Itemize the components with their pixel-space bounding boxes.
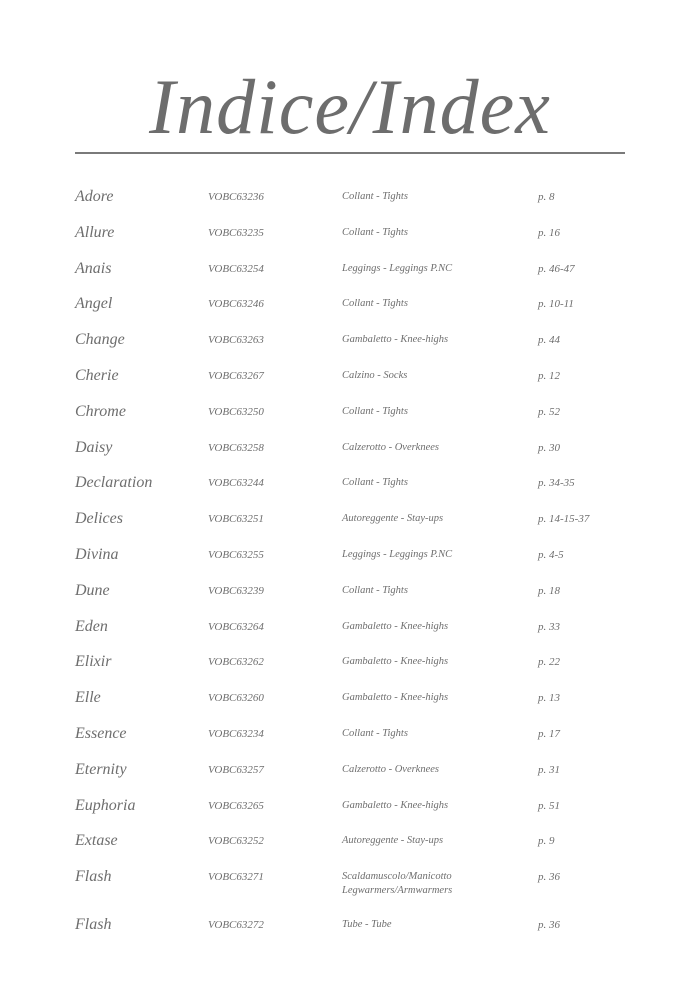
page-reference: p. 30 xyxy=(538,441,560,454)
product-name: Euphoria xyxy=(75,796,136,814)
page-reference: p. 17 xyxy=(538,727,560,740)
product-code: VOBC63250 xyxy=(208,405,264,418)
product-code: VOBC63272 xyxy=(208,919,264,932)
index-row xyxy=(0,256,700,292)
page-reference: p. 16 xyxy=(538,226,560,239)
index-row xyxy=(0,614,700,650)
page-reference: p. 36 xyxy=(538,871,560,884)
product-name: Delices xyxy=(75,510,123,528)
product-type: Autoreggente - Stay-ups xyxy=(342,835,444,847)
product-code: VOBC63251 xyxy=(208,513,264,526)
product-code: VOBC63244 xyxy=(208,477,264,490)
index-row xyxy=(0,912,700,948)
page-reference: p. 22 xyxy=(538,656,560,669)
index-row xyxy=(0,685,700,721)
product-type: Collant - Tights xyxy=(342,405,408,417)
page-title: Indice/Index xyxy=(149,63,551,150)
index-row xyxy=(0,399,700,435)
product-name: Change xyxy=(75,331,125,349)
product-type: Calzerotto - Overknees xyxy=(342,441,440,453)
product-type: Gambaletto - Knee-highs xyxy=(342,799,449,811)
product-name: Allure xyxy=(75,223,115,241)
product-code: VOBC63267 xyxy=(208,369,264,382)
product-type: Calzerotto - Overknees xyxy=(342,763,440,775)
index-row xyxy=(0,435,700,471)
product-type: Collant - Tights xyxy=(342,191,408,202)
index-row xyxy=(0,470,700,506)
product-code: VOBC63260 xyxy=(208,692,264,705)
page-reference: p. 10-11 xyxy=(538,298,574,311)
product-code: VOBC63239 xyxy=(208,584,264,597)
page-reference: p. 36 xyxy=(538,919,560,932)
product-type: Gambaletto - Knee-highs xyxy=(342,656,449,668)
page-reference: p. 52 xyxy=(538,405,560,418)
product-name: Chrome xyxy=(75,402,126,420)
product-type: Calzino - Socks xyxy=(342,369,408,381)
index-row xyxy=(0,327,700,363)
page-reference: p. 44 xyxy=(538,334,560,347)
product-type: Collant - Tights xyxy=(342,477,408,489)
product-type: Collant - Tights xyxy=(342,727,408,739)
page-reference: p. 14-15-37 xyxy=(538,513,590,526)
product-code: VOBC63258 xyxy=(208,441,264,454)
product-name: Divina xyxy=(75,545,119,563)
product-name: Elle xyxy=(75,689,101,707)
product-name: Essence xyxy=(75,724,127,742)
product-code: VOBC63236 xyxy=(208,191,264,203)
product-name: Eden xyxy=(75,617,108,635)
product-name: Dune xyxy=(75,581,110,599)
index-row xyxy=(0,864,700,912)
page-reference: p. 9 xyxy=(538,835,555,848)
index-row xyxy=(0,184,700,220)
page-reference: p. 46-47 xyxy=(538,262,575,275)
index-row xyxy=(0,578,700,614)
index-list xyxy=(0,184,700,948)
product-code: VOBC63262 xyxy=(208,656,264,669)
page-reference: p. 51 xyxy=(538,799,560,812)
product-name: Cherie xyxy=(75,366,119,384)
product-type: Scaldamuscolo/Manicotto Legwarmers/Armwarmers xyxy=(342,871,453,897)
product-name: Eternity xyxy=(75,760,127,778)
product-code: VOBC63254 xyxy=(208,262,264,275)
index-row xyxy=(0,793,700,829)
page-reference: p. 34-35 xyxy=(538,477,575,490)
product-name: Declaration xyxy=(75,474,153,492)
product-name: Adore xyxy=(75,188,114,205)
index-row xyxy=(0,757,700,793)
page-reference: p. 33 xyxy=(538,620,560,633)
index-row xyxy=(0,649,700,685)
product-code: VOBC63234 xyxy=(208,727,264,740)
index-row xyxy=(0,828,700,864)
product-type: Tube - Tube xyxy=(342,919,392,931)
product-name: Angel xyxy=(75,295,113,313)
index-row xyxy=(0,291,700,327)
product-code: VOBC63235 xyxy=(208,226,264,239)
index-row xyxy=(0,721,700,757)
product-type: Gambaletto - Knee-highs xyxy=(342,692,449,704)
product-name: Flash xyxy=(75,916,112,934)
product-name: Flash xyxy=(75,868,112,886)
page-reference: p. 12 xyxy=(538,369,560,382)
product-type: Collant - Tights xyxy=(342,584,408,596)
product-code: VOBC63255 xyxy=(208,548,264,561)
product-code: VOBC63246 xyxy=(208,298,264,311)
product-name: Daisy xyxy=(75,438,113,456)
product-name: Anais xyxy=(75,259,112,277)
product-type: Collant - Tights xyxy=(342,298,408,310)
title-divider xyxy=(75,152,625,154)
index-row xyxy=(0,506,700,542)
index-row xyxy=(0,220,700,256)
page-reference: p. 8 xyxy=(538,191,555,203)
page-reference: p. 18 xyxy=(538,584,560,597)
product-name: Extase xyxy=(75,832,118,850)
page-reference: p. 31 xyxy=(538,763,560,776)
index-row xyxy=(0,542,700,578)
product-code: VOBC63271 xyxy=(208,871,264,884)
product-code: VOBC63264 xyxy=(208,620,264,633)
product-type: Collant - Tights xyxy=(342,226,408,238)
product-type: Gambaletto - Knee-highs xyxy=(342,620,449,632)
page-reference: p. 4-5 xyxy=(538,548,564,561)
index-row xyxy=(0,363,700,399)
product-code: VOBC63265 xyxy=(208,799,264,812)
product-code: VOBC63263 xyxy=(208,334,264,347)
product-type: Gambaletto - Knee-highs xyxy=(342,334,449,346)
product-type: Leggings - Leggings P.NC xyxy=(342,262,453,274)
product-name: Elixir xyxy=(75,653,112,671)
page-reference: p. 13 xyxy=(538,692,560,705)
product-code: VOBC63252 xyxy=(208,835,264,848)
product-type: Autoreggente - Stay-ups xyxy=(342,513,444,525)
product-code: VOBC63257 xyxy=(208,763,264,776)
product-type: Leggings - Leggings P.NC xyxy=(342,548,453,560)
